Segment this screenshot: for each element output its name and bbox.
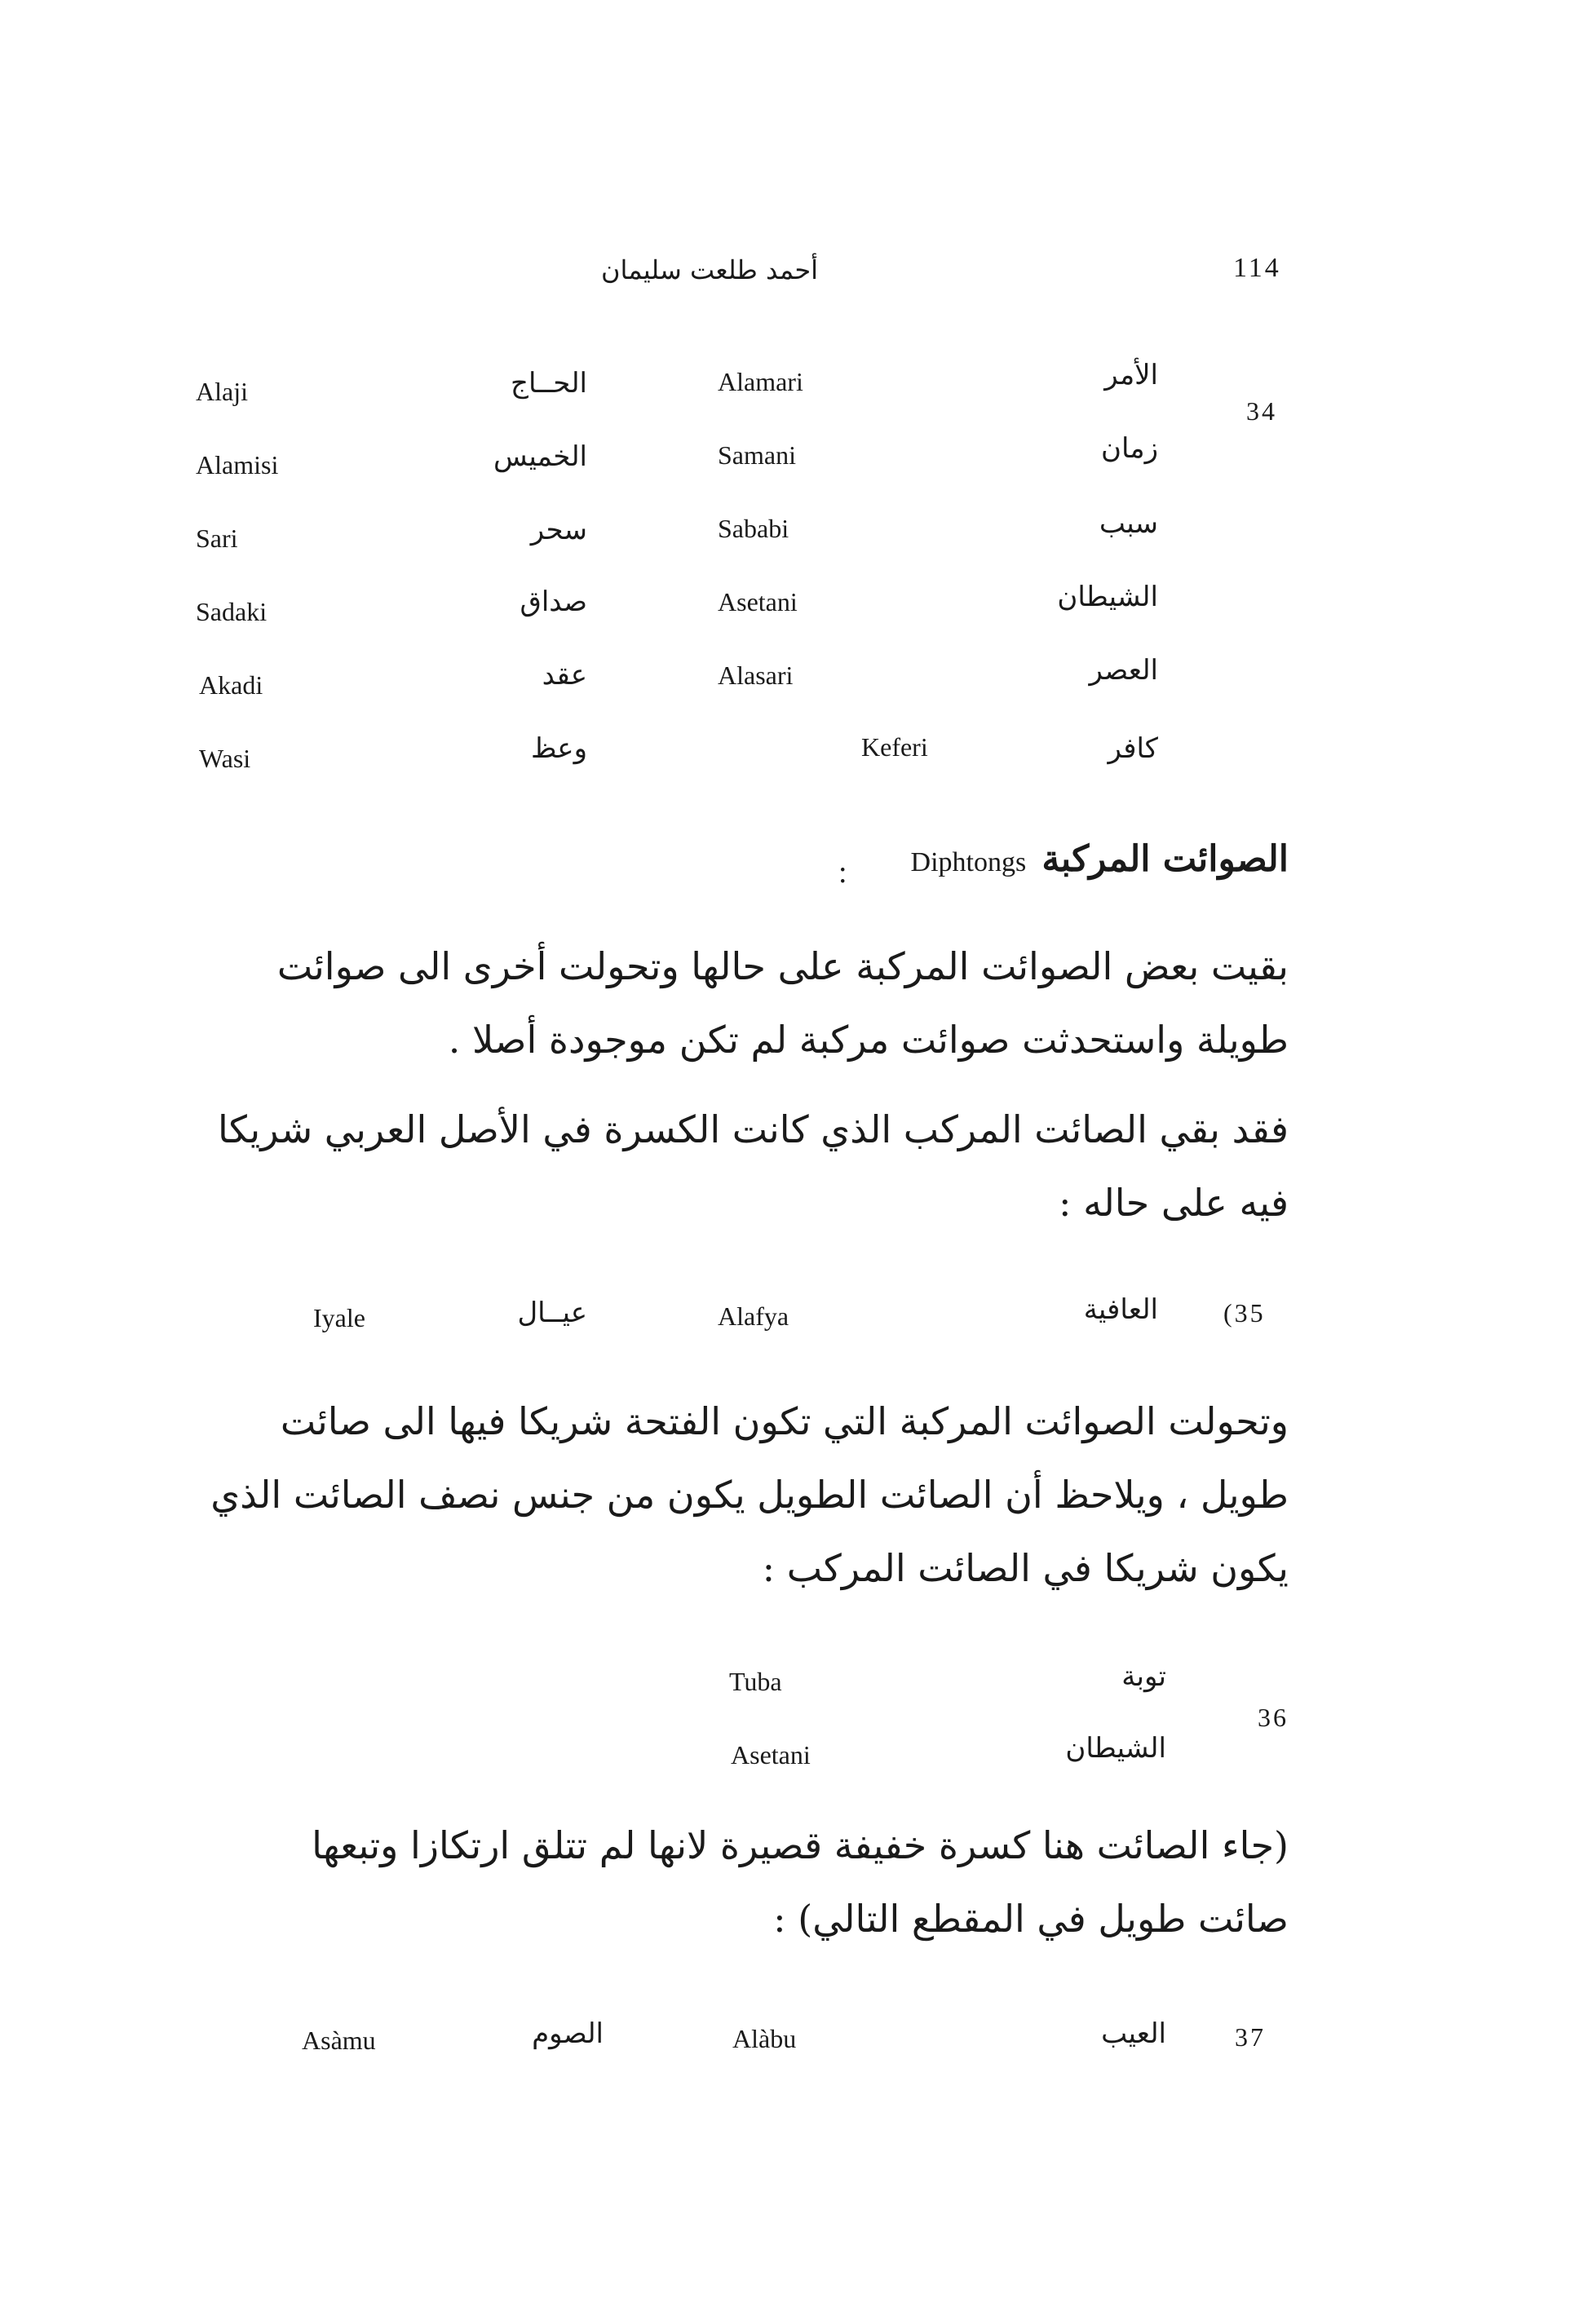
running-head-author: أحمد طلعت سليمان — [600, 254, 819, 285]
table-cell-latin: Sari — [196, 524, 238, 553]
table-cell-arabic: الشيطان — [1057, 581, 1158, 613]
table-cell-arabic: سحر — [530, 514, 587, 546]
paragraph-line: (جاء الصائت هنا كسرة خفيفة قصيرة لانها لم تتلق ارتكازا وتبعها — [312, 1823, 1289, 1867]
example-arabic: العيب — [1101, 2017, 1166, 2050]
section-heading — [832, 838, 1289, 880]
paragraph — [196, 1093, 1289, 1239]
paragraph-line: بقيت بعض الصوائت المركبة على حالها وتحولت أخرى الى صوائت — [276, 944, 1289, 988]
paragraph-line: فيه على حاله : — [1058, 1181, 1289, 1225]
section-heading-colon: : — [838, 855, 847, 890]
table-cell-arabic: الحــاج — [511, 367, 587, 400]
table-cell-latin: Sababi — [718, 514, 789, 543]
table-cell-latin: Keferi — [861, 732, 928, 762]
example-arabic: الصوم — [532, 2017, 604, 2050]
table-cell-arabic: الخميس — [493, 440, 587, 473]
section-heading-english: Diphtongs — [910, 847, 1027, 877]
example-latin: Iyale — [313, 1303, 365, 1332]
table-cell-latin: Alasari — [718, 661, 794, 690]
example-number-35: (35 — [1223, 1298, 1266, 1328]
example-number-36: 36 — [1258, 1703, 1289, 1732]
example-latin: Alàbu — [732, 2024, 797, 2053]
example-arabic: العافية — [1083, 1293, 1158, 1326]
section-heading-arabic: الصوائت المركبة — [1041, 838, 1289, 880]
paragraph-line: يكون شريكا في الصائت المركب : — [762, 1546, 1289, 1590]
table-cell-latin: Akadi — [199, 670, 263, 700]
example-latin: Asetani — [731, 1740, 811, 1770]
table-cell-arabic: الأمر — [1104, 359, 1158, 391]
table-cell-latin: Wasi — [199, 744, 251, 773]
paragraph-line: صائت طويل في المقطع التالي) : — [773, 1897, 1289, 1941]
table-cell-latin: Alaji — [196, 377, 248, 406]
paragraph — [196, 1385, 1289, 1605]
example-number-37: 37 — [1235, 2022, 1266, 2052]
table-cell-arabic: وعظ — [531, 732, 587, 765]
example-latin: Tuba — [729, 1667, 782, 1696]
example-latin: Alafya — [718, 1301, 789, 1331]
page-number: 114 — [1233, 253, 1281, 283]
table-cell-arabic: زمان — [1101, 432, 1158, 465]
example-arabic: عيــال — [517, 1297, 587, 1329]
table-cell-latin: Alamari — [718, 367, 803, 396]
table-cell-latin: Asetani — [718, 587, 798, 616]
table-cell-arabic: العصر — [1089, 654, 1158, 687]
table-cell-arabic: عقد — [542, 659, 587, 691]
table-cell-arabic: كافر — [1108, 732, 1158, 765]
table-cell-latin: Sadaki — [196, 597, 268, 626]
example-latin: Asàmu — [302, 2026, 376, 2055]
paragraph-line: وتحولت الصوائت المركبة التي تكون الفتحة شريكا فيها الى صائت — [280, 1399, 1289, 1443]
paragraph-line: طويل ، ويلاحظ أن الصائت الطويل يكون من جنس نصف الصائت الذي — [210, 1473, 1289, 1517]
paragraph-line: طويلة واستحدثت صوائت مركبة لم تكن موجودة أصلا . — [448, 1018, 1289, 1062]
table-cell-latin: Samani — [718, 440, 796, 470]
example-arabic: الشيطان — [1065, 1732, 1166, 1765]
paragraph — [196, 1809, 1289, 1955]
paragraph — [196, 930, 1289, 1076]
paragraph-line: فقد بقي الصائت المركب الذي كانت الكسرة في الأصل العربي شريكا — [218, 1107, 1289, 1151]
table-cell-latin: Alamisi — [196, 450, 279, 479]
example-arabic: توبة — [1121, 1660, 1166, 1693]
table-cell-arabic: صداق — [520, 585, 587, 618]
table-cell-arabic: سبب — [1099, 507, 1158, 540]
example-number-34: 34 — [1246, 396, 1277, 426]
